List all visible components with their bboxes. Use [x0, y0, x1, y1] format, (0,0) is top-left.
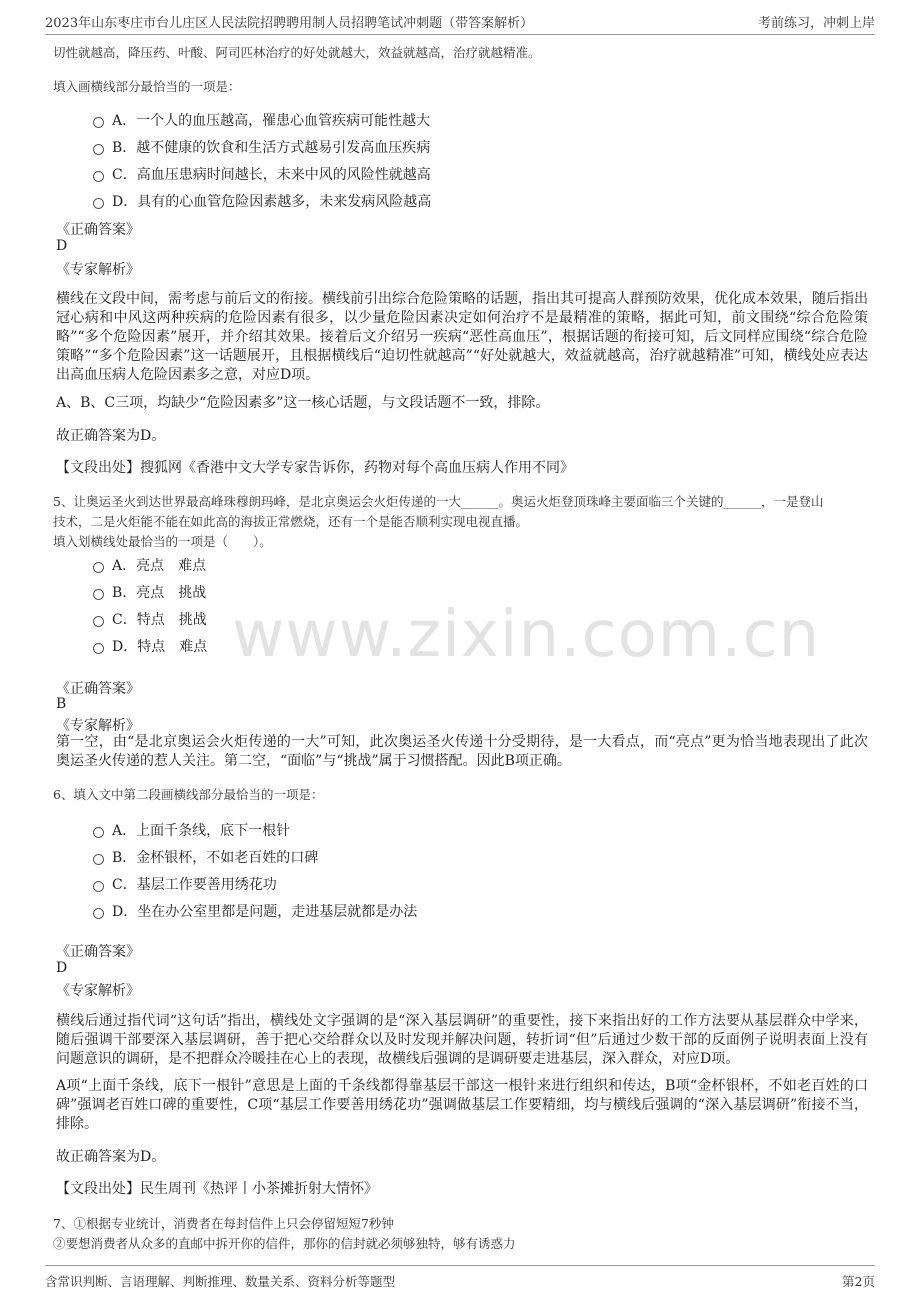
- radio-icon[interactable]: [93, 589, 104, 600]
- q5-analysis: 第一空，由“是北京奥运会火炬传递的一大”可知，此次奥运圣火传递十分受期待，是一大看点，而“亮点”更为恰当地表现出了此次奥运圣火传递的惹人关注。第二空，“面临”与“挑战”属于习惯搭配。因此B项正确。: [56, 734, 868, 769]
- q6-option-c[interactable]: [93, 874, 277, 894]
- radio-icon[interactable]: [93, 198, 104, 209]
- q4-option-c[interactable]: [93, 164, 431, 184]
- option-letter: D．: [112, 639, 138, 655]
- q5-option-d[interactable]: [93, 636, 207, 656]
- radio-icon[interactable]: [93, 117, 104, 128]
- radio-icon[interactable]: [93, 616, 104, 627]
- q4-option-d[interactable]: [93, 191, 431, 211]
- option-letter: D．: [112, 904, 138, 920]
- option-text: 特点 挑战: [136, 612, 207, 628]
- q5-answer: B: [56, 696, 67, 712]
- q4-prompt: 填入画横线部分最恰当的一项是：: [53, 79, 241, 94]
- radio-icon[interactable]: [93, 908, 104, 919]
- option-text: 亮点 难点: [136, 558, 207, 574]
- q5-stem-line2: 技术，二是火炬能不能在如此高的海拔正常燃烧，还有一个是能否顺利实现电视直播。: [53, 514, 529, 529]
- q4-source: 【文段出处】搜狐网《香港中文大学专家告诉你，药物对每个高血压病人作用不同》: [56, 460, 574, 476]
- document-title: 2023年山东枣庄市台儿庄区人民法院招聘聘用制人员招聘笔试冲刺题（带答案解析）: [45, 16, 534, 31]
- radio-icon[interactable]: [93, 854, 104, 865]
- q5-answer-label: 《正确答案》: [56, 681, 140, 697]
- radio-icon[interactable]: [93, 827, 104, 838]
- option-letter: B．: [112, 140, 137, 156]
- option-letter: C．: [112, 612, 137, 628]
- q6-option-b[interactable]: [93, 847, 318, 867]
- q4-stem-tail: 切性就越高，降压药、叶酸、阿司匹林治疗的好处就越大，效益就越高，治疗就越精准。: [53, 45, 541, 60]
- q4-answer: D: [56, 238, 68, 254]
- option-letter: D．: [112, 194, 138, 210]
- page-header: [45, 8, 875, 35]
- option-letter: B．: [112, 585, 137, 601]
- q6-answer: D: [56, 960, 68, 976]
- option-letter: A．: [112, 113, 137, 129]
- q6-stem: 6、填入文中第二段画横线部分最恰当的一项是：: [53, 787, 324, 802]
- option-text: 坐在办公室里都是问题，走进基层就都是办法: [137, 904, 418, 920]
- q5-option-c[interactable]: [93, 609, 207, 629]
- header-slogan: 考前练习，冲刺上岸: [757, 16, 875, 31]
- q7-line1: 7、①根据专业统计，消费者在每封信件上只会停留短短7秒钟: [53, 1216, 394, 1231]
- q4-analysis-p3: 故正确答案为D。: [56, 428, 166, 444]
- option-text: 亮点 挑战: [136, 585, 207, 601]
- q6-analysis-label: 《专家解析》: [56, 983, 140, 999]
- radio-icon[interactable]: [93, 562, 104, 573]
- q6-option-d[interactable]: [93, 901, 417, 921]
- q6-option-a[interactable]: [93, 820, 290, 840]
- option-text: 越不健康的饮食和生活方式越易引发高血压疾病: [136, 140, 431, 156]
- radio-icon[interactable]: [93, 643, 104, 654]
- q4-answer-label: 《正确答案》: [56, 222, 140, 238]
- option-letter: C．: [112, 877, 137, 893]
- option-text: 特点 难点: [137, 639, 208, 655]
- q6-answer-label: 《正确答案》: [56, 944, 140, 960]
- option-letter: A．: [112, 558, 137, 574]
- q5-prompt: 填入划横线处最恰当的一项是（ ）。: [53, 534, 272, 549]
- option-text: 基层工作要善用绣花功: [136, 877, 277, 893]
- option-text: 上面千条线，底下一根针: [136, 823, 291, 839]
- q5-option-b[interactable]: [93, 582, 206, 602]
- radio-icon[interactable]: [93, 881, 104, 892]
- q4-option-b[interactable]: [93, 137, 430, 157]
- q4-analysis-p1: 横线在文段中间，需考虑与前后文的衔接。横线前引出综合危险策略的话题，指出其可提高人群预防效果，优化成本效果，随后指出冠心病和中风这两种疾病的危险因素有很多，以少量危险因素决定如何治疗不是最精准的策略，据此可知，前文围绕“综合危险策略”“多个危险因素”展开，并介绍其效果。接着后文介绍另一疾病“恶性高血压”，根据话题的衔接可知，后文同样应围绕“综合危险策略”“多个危险因素”这一话题展开，且根据横线后“迫切性就越高”“好处就越大，效益就越高，治疗就越精准”可知，横线处应表达出高血压病人危险因素多之意，对应D项。: [56, 291, 868, 383]
- q4-option-a[interactable]: [93, 110, 430, 130]
- radio-icon[interactable]: [93, 144, 104, 155]
- option-letter: C．: [112, 167, 137, 183]
- q5-option-a[interactable]: [93, 555, 206, 575]
- q4-analysis-p2: A、B、C三项，均缺少“危险因素多”这一核心话题，与文段话题不一致，排除。: [56, 395, 550, 411]
- q7-line2: ②要想消费者从众多的直邮中拆开你的信件，那你的信封就必须够独特，够有诱惑力: [53, 1236, 516, 1251]
- option-text: 高血压患病时间越长，未来中风的风险性就越高: [136, 167, 431, 183]
- page-number: 第2页: [842, 1274, 875, 1289]
- q5-analysis-label: 《专家解析》: [56, 718, 140, 734]
- option-text: 具有的心血管危险因素越多，未来发病风险越高: [137, 194, 432, 210]
- option-text: 金杯银杯，不如老百姓的口碑: [136, 850, 319, 866]
- option-letter: B．: [112, 850, 137, 866]
- q6-analysis-p2: A项“上面千条线，底下一根针”意思是上面的千条线都得靠基层干部这一根针来进行组织和传达，B项“金杯银杯，不如老百姓的口碑”强调老百姓口碑的重要性，C项“基层工作要善用绣花功”强调做基层工作要精细，均与横线后强调的“深入基层调研”衔接不当，排除。: [56, 1078, 868, 1132]
- q6-source: 【文段出处】民生周刊《热评丨小茶摊折射大情怀》: [56, 1181, 378, 1197]
- q4-analysis-label: 《专家解析》: [56, 262, 140, 278]
- footer-categories: 含常识判断、言语理解、判断推理、数量关系、资料分析等题型: [45, 1274, 396, 1289]
- q5-stem-line1: 5、让奥运圣火到达世界最高峰珠穆朗玛峰，是北京奥运会火炬传递的一大______。奥运火炬登顶珠峰主要面临三个关键的______，一是登山: [53, 494, 824, 509]
- watermark: www.zixin.com.cn: [232, 598, 821, 672]
- option-letter: A．: [112, 823, 137, 839]
- option-text: 一个人的血压越高，罹患心血管疾病可能性越大: [136, 113, 431, 129]
- radio-icon[interactable]: [93, 171, 104, 182]
- page-footer: [45, 1265, 875, 1296]
- q6-analysis-p3: 故正确答案为D。: [56, 1149, 166, 1165]
- q6-analysis-p1: 横线后通过指代词“这句话”指出，横线处文字强调的是“深入基层调研”的重要性，接下来指出好的工作方法要从基层群众中学来，随后强调干部要深入基层调研，善于把心交给群众以及时发现并解决问题，转折词“但”后通过少数干部的反面例子说明表面上没有问题意识的调研，是不把群众冷暖挂在心上的表现，故横线后强调的是调研要走进基层，深入群众，对应D项。: [56, 1013, 868, 1067]
